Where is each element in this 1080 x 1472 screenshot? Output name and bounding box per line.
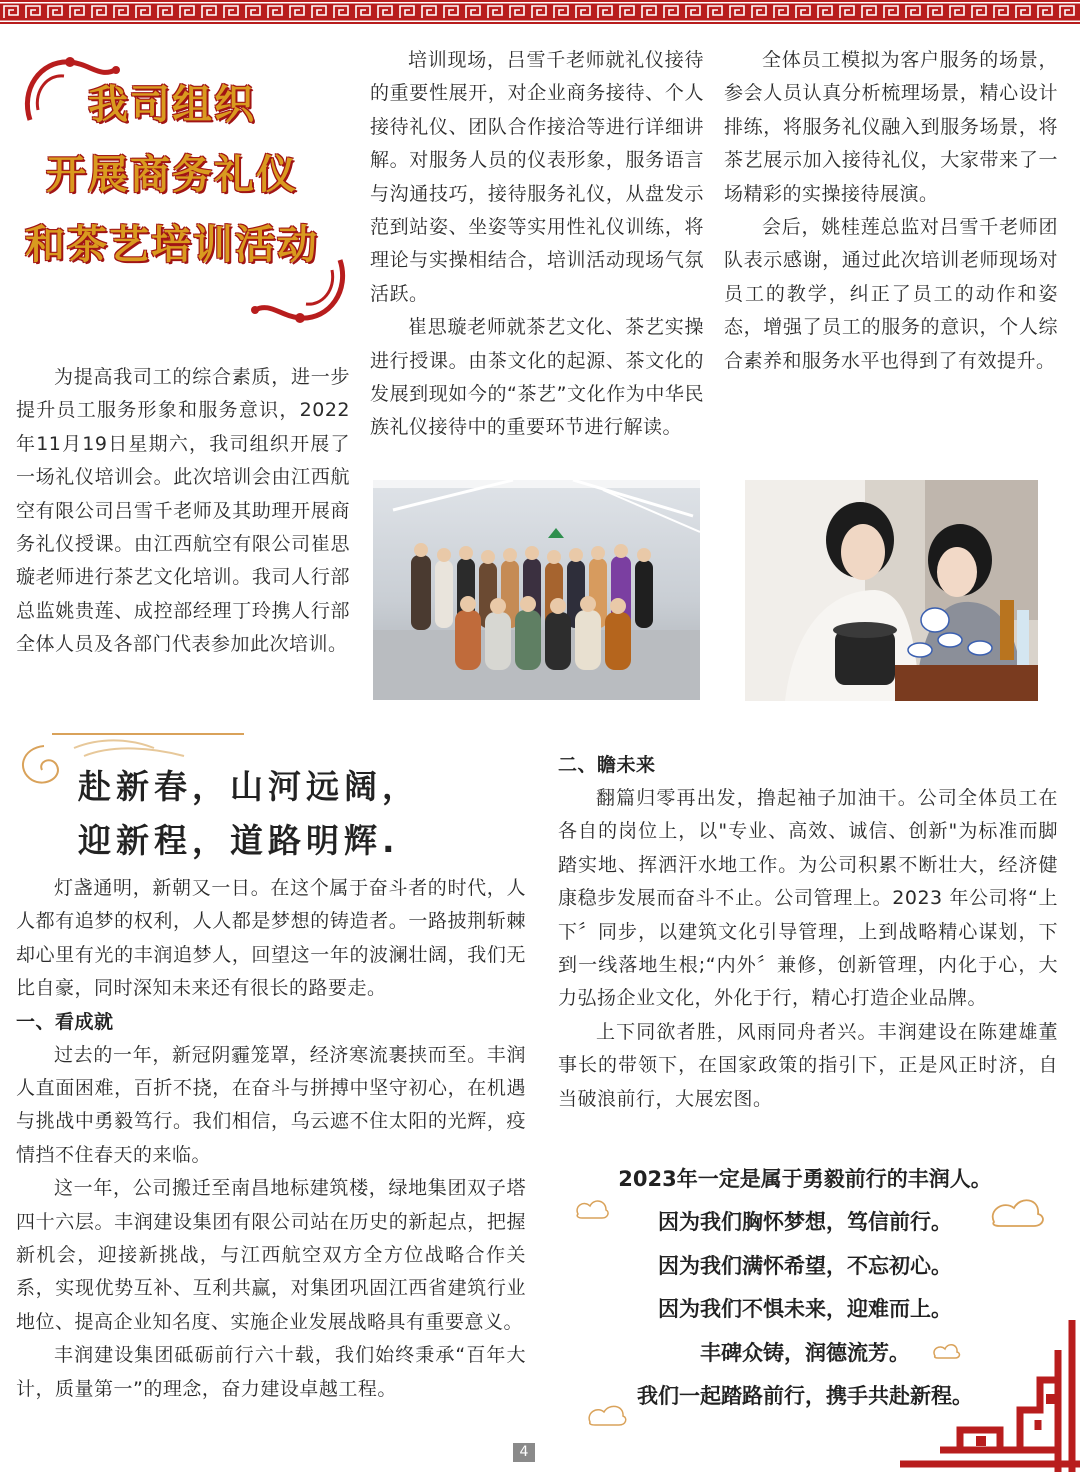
article1-title-line: 我司组织 [88, 82, 256, 128]
article1-title-line: 和茶艺培训活动 [25, 222, 319, 268]
slogan-line: 我们一起踏路前行，携手共赴新程。 [637, 1384, 973, 1409]
cloud-ornament-small [986, 1192, 1048, 1232]
article1-paragraph: 全体员工模拟为客户服务的场景，参会人员认真分析梳理场景，精心设计排练，将服务礼仪融入到服务场景，将茶艺展示加入接待礼仪，大家带来了一场精彩的实操接待展演。 [724, 49, 1058, 205]
article1-title [22, 70, 322, 280]
article1-title-line: 开展商务礼仪 [46, 152, 298, 198]
section1-paragraph: 这一年，公司搬迁至南昌地标建筑楼，绿地集团双子塔四十六层。丰润建设集团有限公司站在历史的新起点，把握新机会，迎接新挑战，与江西航空双方全方位战略合作关系，实现优势互补、互利共赢，对集团巩固江西省建筑行业地位、提高企业知名度、实施企业发展战略具有重要意义。 [16, 1177, 526, 1333]
section2-heading: 二、瞻未来 [558, 754, 656, 776]
article1-column1 [16, 361, 350, 662]
corner-fret-bottom-right [900, 1320, 1080, 1472]
section2-paragraph: 翻篇归零再出发，撸起袖子加油干。公司全体员工在各自的岗位上，以"专业、高效、诚信、创新"为标准而脚踏实地、挥洒汗水地工作。为公司积累不断壮大，经济健康稳步发展而奋斗不止。公司管理上。2023 年公司将“上下〞同步，以建筑文化引导管理，上到战略精心谋划，下到一线落地生根;“内外〞兼修，创新管理，内化于心，大力弘扬企业文化，外化于行，精心打造企业品牌。 [558, 787, 1058, 1010]
section1-heading: 一、看成就 [16, 1010, 114, 1033]
article2-intro: 灯盏通明，新朝又一日。在这个属于奋斗者的时代，人人都有追梦的权利，人人都是梦想的铸造者。一路披荆斩棘却心里有光的丰润追梦人，回望这一年的波澜壮阔，我们无比自豪，同时深知未来还有很长的路要走。 [16, 877, 526, 1000]
article2-title-line: 赴新春，山河远阔， [78, 767, 420, 806]
cloud-ornament-small [572, 1196, 612, 1222]
article1-paragraph: 培训现场，吕雪千老师就礼仪接待的重要性展开，对企业商务接待、个人接待礼仪、团队合作接洽等进行详细讲解。对服务人员的仪表形象，服务语言与沟通技巧，接待服务礼仪，从盘发示范到站姿、坐姿等实用性礼仪训练，将理论与实操相结合，培训活动现场气氛活跃。 [370, 49, 704, 305]
section2-paragraph: 上下同欲者胜，风雨同舟者兴。丰润建设在陈建雄董事长的带领下，在国家政策的指引下，正是风正时济，自当破浪前行，大展宏图。 [558, 1020, 1058, 1110]
top-border-pattern [0, 0, 1080, 24]
article1-paragraph: 为提高我司工的综合素质，进一步提升员工服务形象和服务意识，2022年11月19日星期六，我司组织开展了一场礼仪培训会。此次培训会由江西航空有限公司吕雪千老师及其助理开展商务礼仪授课。由江西航空有限公司崔思璇老师进行茶艺文化培训。我司人行部总监姚贵莲、成控部经理丁玲携人行部全体人员及各部门代表参加此次培训。 [16, 366, 350, 656]
group-training-photo [373, 480, 700, 700]
cloud-ornament-small [584, 1400, 630, 1430]
article2-column-left [16, 872, 526, 1406]
slogan-line: 因为我们满怀希望，不忘初心。 [658, 1253, 952, 1278]
section1-paragraph: 丰润建设集团砥砺前行六十载，我们始终秉承“百年大计，质量第一”的理念，奋力建设卓越工程。 [16, 1344, 526, 1400]
slogan-line: 丰碑众铸，润德流芳。 [700, 1340, 910, 1365]
slogan-line: 因为我们不惧未来，迎难而上。 [658, 1297, 952, 1322]
slogan-line: 因为我们胸怀梦想，笃信前行。 [658, 1210, 952, 1235]
article2-column-right [558, 749, 1058, 1116]
section1-paragraph: 过去的一年，新冠阴霾笼罩，经济寒流裹挟而至。丰润人直面困难，百折不挠，在奋斗与拼搏中坚守初心，在机遇与挑战中勇毅笃行。我们相信，乌云遮不住太阳的光辉，疫情挡不住春天的来临。 [16, 1043, 526, 1166]
article2-title [78, 760, 420, 868]
article2-title-line: 迎新程，道路明辉. [78, 821, 400, 860]
article1-column3 [724, 44, 1058, 378]
article1-paragraph: 崔思璇老师就茶艺文化、茶艺实操进行授课。由茶文化的起源、茶文化的发展到现如今的“茶艺”文化作为中华民族礼仪接待中的重要环节进行解读。 [370, 316, 704, 439]
tea-ceremony-photo [745, 480, 1038, 701]
page-number: 4 [513, 1443, 535, 1462]
article1-paragraph: 会后，姚桂莲总监对吕雪千老师团队表示感谢，通过此次培训老师现场对员工的教学，纠正了员工的动作和姿态，增强了员工的服务的意识，个人综合素养和服务水平也得到了有效提升。 [724, 216, 1058, 372]
article1-column2 [370, 44, 704, 445]
slogan-line: 2023年一定是属于勇毅前行的丰润人。 [618, 1167, 992, 1191]
